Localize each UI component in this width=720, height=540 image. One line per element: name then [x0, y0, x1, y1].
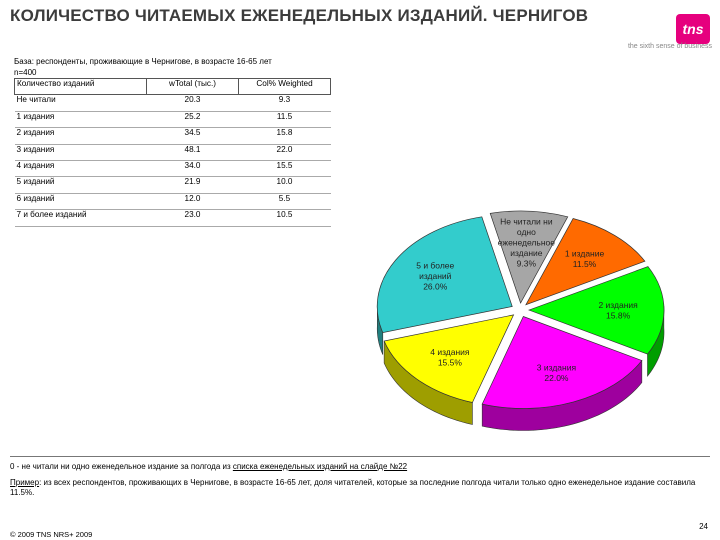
sample-base [14, 56, 272, 78]
column-header-count: Количество изданий [15, 79, 147, 95]
table-row [15, 144, 331, 160]
column-header-pct: Col% Weighted [239, 79, 331, 95]
pie-label-line: 15.5% [437, 357, 462, 368]
divider [10, 456, 710, 457]
pie-label-line: 11.5% [572, 259, 597, 270]
row-total: 25.2 [147, 111, 239, 127]
row-pct: 5.5 [239, 193, 331, 209]
pie-label-line: 3 издания [536, 362, 577, 373]
column-header-total: wTotal (тыс.) [147, 79, 239, 95]
row-label: 4 издания [15, 160, 147, 176]
row-pct: 10.0 [239, 177, 331, 193]
pie-chart [360, 205, 690, 455]
data-table [14, 78, 331, 227]
table-row [15, 128, 331, 144]
row-label: 6 изданий [15, 193, 147, 209]
footnote-link[interactable]: списка еженедельных изданий на слайде №22 [232, 462, 408, 471]
row-total: 20.3 [147, 95, 239, 111]
pie-label-line: 9.3% [516, 258, 537, 269]
table-row [15, 210, 331, 226]
sample-base-line2: n=400 [14, 68, 37, 77]
pie-label-line: 2 издания [598, 300, 638, 311]
sample-base-line1: База: респонденты, проживающие в Чернигове, в возрасте 16-65 лет [14, 57, 272, 66]
row-total: 23.0 [147, 210, 239, 226]
table-row [15, 160, 331, 176]
pie-label-line: издание [510, 247, 543, 258]
row-total: 34.0 [147, 160, 239, 176]
example-label: Пример [10, 478, 40, 487]
pie-label-line: 15.8% [606, 310, 631, 321]
row-pct: 11.5 [239, 111, 331, 127]
pie-label-line: одно [516, 226, 536, 237]
pie-label-line: еженедельное [497, 237, 555, 248]
row-pct: 22.0 [239, 144, 331, 160]
pie-label-line: изданий [419, 270, 452, 281]
page-number: 24 [699, 522, 708, 531]
example-note [10, 478, 710, 498]
table-header-row [15, 79, 331, 95]
logo-tagline: the sixth sense of business [627, 43, 712, 50]
pie-label-line: 26.0% [423, 281, 448, 292]
row-total: 21.9 [147, 177, 239, 193]
pie-label-line: 1 издание [564, 248, 605, 259]
row-label: 1 издания [15, 111, 147, 127]
table-row [15, 95, 331, 111]
footnote [10, 462, 407, 471]
footnote-text: 0 - не читали ни одно еженедельное издание за полгода из [10, 462, 233, 471]
page-title: КОЛИЧЕСТВО ЧИТАЕМЫХ ЕЖЕНЕДЕЛЬНЫХ ИЗДАНИЙ. ЧЕРНИГОВ [10, 6, 589, 25]
pie-label-line: Не читали ни [500, 216, 553, 227]
row-total: 34.5 [147, 128, 239, 144]
copyright: © 2009 TNS NRS+ 2009 [10, 530, 93, 539]
row-total: 48.1 [147, 144, 239, 160]
row-total: 12.0 [147, 193, 239, 209]
row-pct: 15.5 [239, 160, 331, 176]
table-row [15, 111, 331, 127]
table-row [15, 177, 331, 193]
row-pct: 15.8 [239, 128, 331, 144]
row-label: 7 и более изданий [15, 210, 147, 226]
pie-label-line: 4 издания [430, 347, 470, 358]
example-text: : из всех респондентов, проживающих в Чернигове, в возрасте 16-65 лет, доля читателей, которые за последние полгода читали только одно еженедельное издание составила 11.5%. [10, 478, 696, 497]
row-label: Не читали [15, 95, 147, 111]
pie-label-line: 22.0% [544, 373, 569, 384]
pie-label-line: 5 и более [416, 260, 455, 271]
tns-logo: tns [676, 14, 710, 44]
row-label: 3 издания [15, 144, 147, 160]
row-pct: 10.5 [239, 210, 331, 226]
row-label: 5 изданий [15, 177, 147, 193]
table-row [15, 193, 331, 209]
row-label: 2 издания [15, 128, 147, 144]
row-pct: 9.3 [239, 95, 331, 111]
